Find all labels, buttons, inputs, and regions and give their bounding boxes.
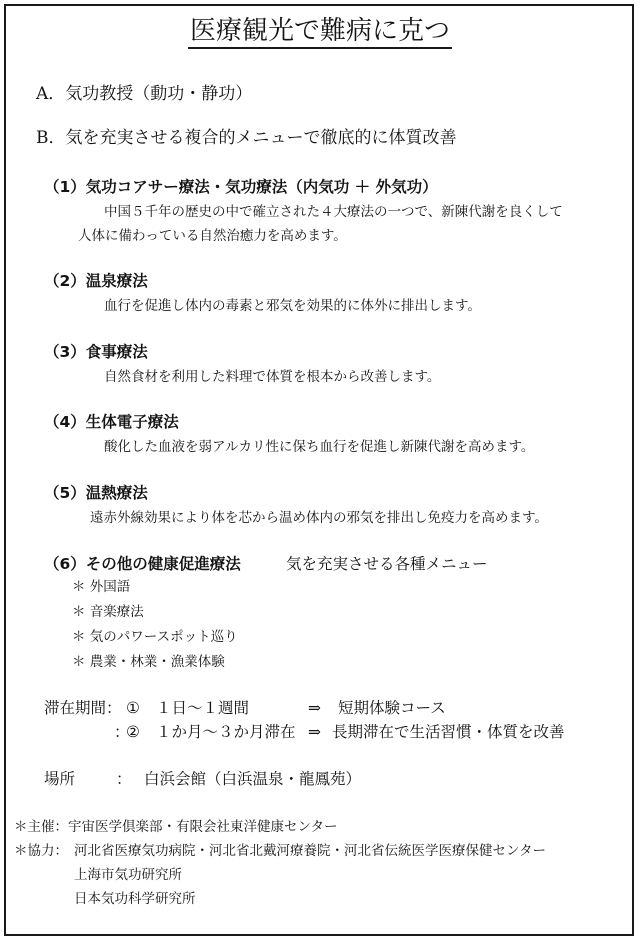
item-1-line-2: 人体に備わっている自然治癒力を高めます。 (78, 228, 347, 244)
stay-option-2-prefix: ： (114, 723, 130, 741)
item-6-heading: （6）その他の健康促進療法 (44, 555, 241, 573)
cooperation-line-1: 河北省医療気功病院・河北省北戴河療養院・河北省伝統医学医療保健センター (74, 843, 546, 859)
item-6-bullet-3: ＊ 気のパワースポット巡り (72, 629, 238, 645)
item-2-heading: （2）温泉療法 (44, 272, 148, 290)
item-1-line-1: 中国５千年の歴史の中で確立された４大療法の一つで、新陳代謝を良くして (104, 204, 563, 220)
organizer-line: ＊主催：宇宙医学倶楽部・有限会社東洋健康センター (14, 819, 338, 835)
item-5-line-1: 遠赤外線効果により体を芯から温め体内の邪気を排出し免疫力を高めます。 (90, 510, 548, 526)
stay-option-1-period: １日～１週間 (156, 699, 250, 717)
stay-option-1-description: 短期体験コース (338, 699, 446, 717)
stay-option-2-period: １か月～３か月滞在 (156, 723, 296, 741)
venue-colon: ： (116, 770, 132, 788)
stay-label: 滞在期間： (44, 699, 122, 717)
cooperation-line-2: 上海市気功研究所 (74, 867, 182, 883)
item-6-bullet-4: ＊ 農業・林業・漁業体験 (72, 654, 225, 670)
stay-option-2-arrow: ⇒ (308, 723, 321, 741)
item-4-heading: （4）生体電子療法 (44, 413, 179, 431)
item-2-line-1: 血行を促進し体内の毒素と邪気を効果的に体外に排出します。 (104, 298, 481, 314)
stay-option-1-number: ① (126, 699, 140, 717)
stay-option-1-arrow: ⇒ (308, 699, 321, 717)
item-5-heading: （5）温熱療法 (44, 484, 148, 502)
item-4-line-1: 酸化した血液を弱アルカリ性に保ち血行を促進し新陳代謝を高めます。 (104, 439, 535, 455)
section-a-heading: A．気功教授（動功・静功） (36, 84, 253, 104)
item-3-heading: （3）食事療法 (44, 343, 148, 361)
venue-label: 場所 (44, 770, 76, 788)
stay-option-2-number: ② (126, 723, 140, 741)
item-6-note: 気を充実させる各種メニュー (286, 555, 488, 573)
page-title: 医療観光で難病に克つ (0, 14, 640, 48)
item-1-heading: （1）気功コアサー療法・気功療法（内気功 ＋ 外気功） (44, 178, 438, 196)
item-6-bullet-2: ＊ 音楽療法 (72, 604, 144, 620)
section-b-heading: B．気を充実させる複合的メニューで徹底的に体質改善 (36, 128, 457, 148)
cooperation-label: ＊協力： (14, 843, 68, 859)
item-3-line-1: 自然食材を利用した料理で体質を根本から改善します。 (104, 369, 441, 385)
item-6-bullet-1: ＊ 外国語 (72, 579, 131, 595)
stay-option-2-description: 長期滞在で生活習慣・体質を改善 (332, 723, 565, 741)
cooperation-line-3: 日本気功科学研究所 (74, 891, 196, 907)
venue-value: 白浜会館（白浜温泉・龍鳳苑） (144, 770, 362, 788)
